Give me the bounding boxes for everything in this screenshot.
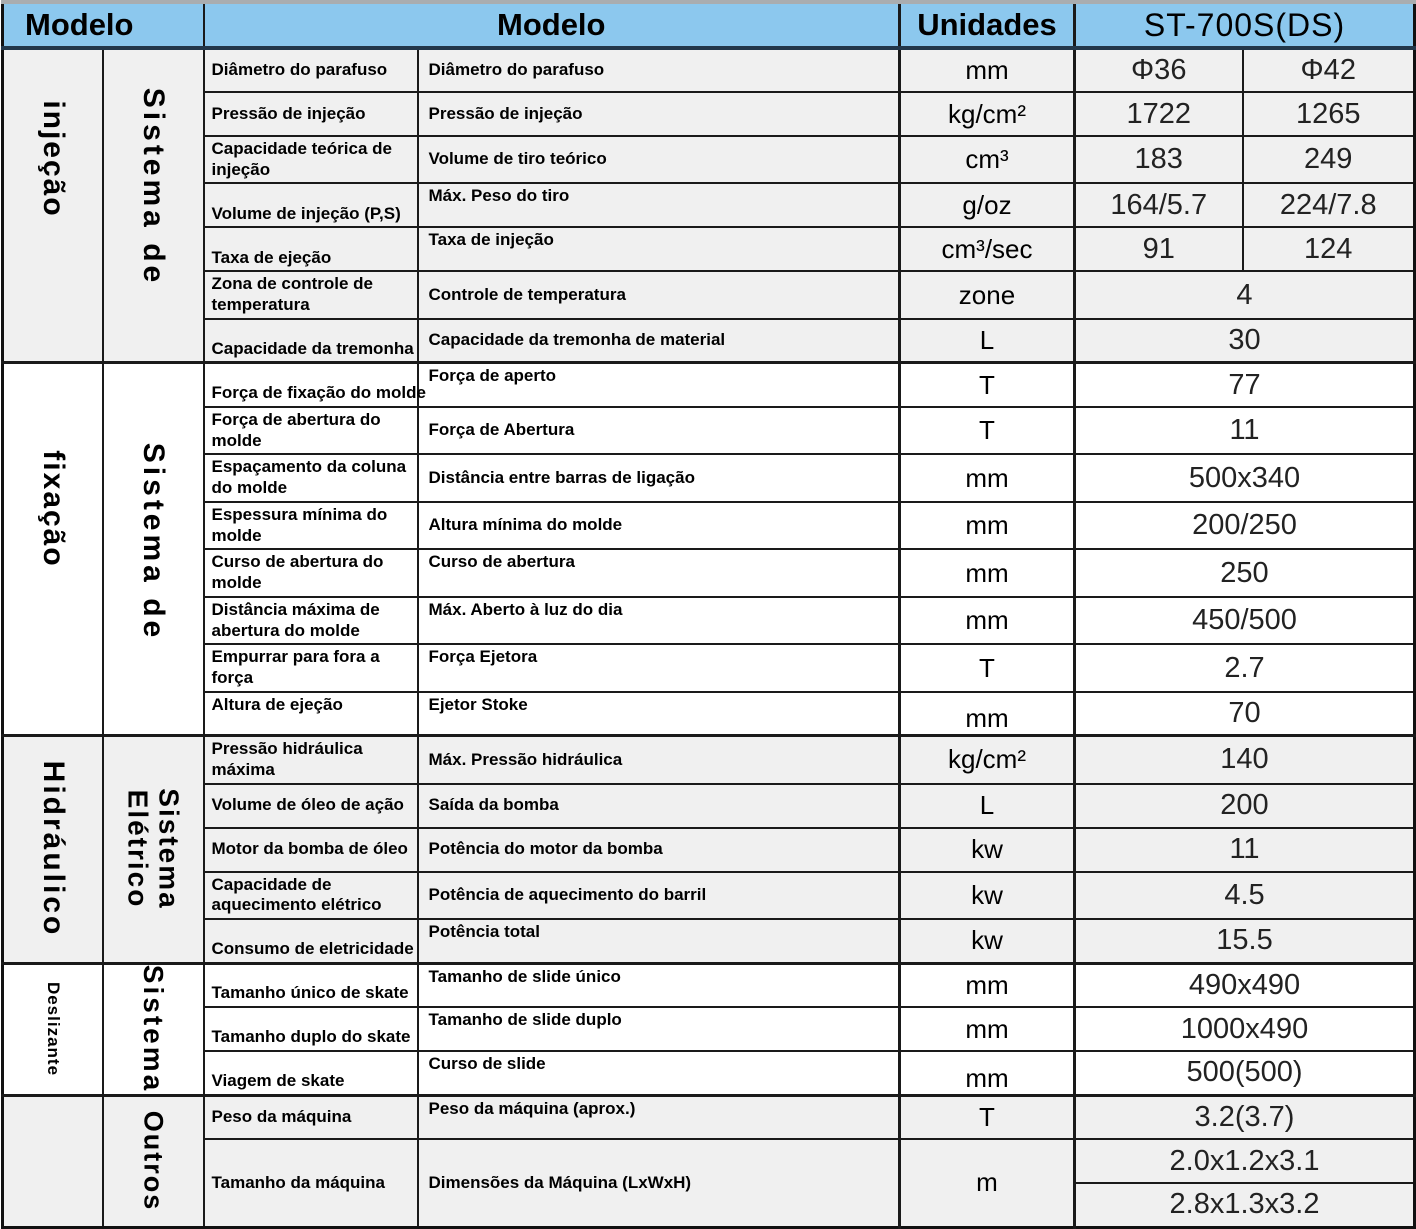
table-row [3,1139,1415,1183]
value-b-cell: Φ42 [1243,48,1415,92]
value-b-cell: 224/7.8 [1243,183,1415,227]
system-label: Sistema de [137,87,170,287]
label-primary: Peso da máquina [204,1095,418,1139]
label-primary: Tamanho único de skate [204,963,418,1007]
table-row [3,872,1415,919]
label-secondary: Curso de abertura [418,549,900,596]
unit-cell: g/oz [900,183,1075,227]
group-cell-deslizante [3,963,103,1095]
table-row [3,407,1415,454]
label-primary: Curso de abertura do molde [204,549,418,596]
group-label: fixação [36,449,70,568]
value-merged-cell: 4.5 [1075,872,1415,919]
system-cell-deslizante [103,963,204,1095]
label-primary: Pressão hidráulica máxima [204,736,418,784]
label-secondary: Capacidade da tremonha de material [418,319,900,363]
label-primary: Volume de óleo de ação [204,784,418,828]
table-row [3,92,1415,136]
label-secondary: Potência de aquecimento do barril [418,872,900,919]
spec-table [1,0,1416,1229]
unit-cell: kw [900,919,1075,963]
value-merged-cell: 200/250 [1075,502,1415,549]
table-row [3,319,1415,363]
unit-cell: mm [900,502,1075,549]
header-modelo-left: Modelo [3,2,204,48]
system-cell-outros [103,1095,204,1227]
value-merged-cell: 77 [1075,363,1415,407]
label-primary: Espessura mínima do molde [204,502,418,549]
label-primary: Taxa de ejeção [204,227,418,271]
label-primary: Altura de ejeção [204,692,418,736]
label-secondary: Dimensões da Máquina (LxWxH) [418,1139,900,1227]
label-primary: Motor da bomba de óleo [204,828,418,872]
unit-cell: cm³/sec [900,227,1075,271]
table-row [3,48,1415,92]
value-merged-cell: 500(500) [1075,1051,1415,1095]
value-a-cell: 164/5.7 [1075,183,1243,227]
label-secondary: Potência do motor da bomba [418,828,900,872]
label-secondary: Curso de slide [418,1051,900,1095]
value-merged-cell: 15.5 [1075,919,1415,963]
system-label-line1: Sistema [153,788,185,911]
label-primary: Capacidade da tremonha [204,319,418,363]
table-row [3,597,1415,644]
table-row [3,271,1415,318]
value-b-cell: 124 [1243,227,1415,271]
value-merged-cell: 3.2(3.7) [1075,1095,1415,1139]
table-header-row [3,2,1415,48]
group-label: Hidráulico [36,761,70,938]
group-label: injeção [36,100,70,218]
label-secondary: Saída da bomba [418,784,900,828]
table-row [3,363,1415,407]
group-label: Deslizante [43,982,63,1077]
label-secondary: Força de aperto [418,363,900,407]
label-primary: Pressão de injeção [204,92,418,136]
label-primary: Espaçamento da coluna do molde [204,454,418,501]
value-merged-cell: 11 [1075,828,1415,872]
label-primary: Zona de controle de temperatura [204,271,418,318]
label-primary: Diâmetro do parafuso [204,48,418,92]
label-secondary: Máx. Pressão hidráulica [418,736,900,784]
label-primary: Força de abertura do molde [204,407,418,454]
value-merged-cell: 250 [1075,549,1415,596]
label-secondary: Máx. Peso do tiro [418,183,900,227]
unit-cell: mm [900,48,1075,92]
value-merged-cell: 70 [1075,692,1415,736]
unit-cell: zone [900,271,1075,318]
table-row [3,1051,1415,1095]
value-b-cell: 1265 [1243,92,1415,136]
value-merged-cell: 1000x490 [1075,1007,1415,1051]
unit-cell: mm [900,549,1075,596]
system-label [122,789,185,910]
unit-cell: T [900,1095,1075,1139]
label-secondary: Altura mínima do molde [418,502,900,549]
label-primary: Consumo de eletricidade [204,919,418,963]
value-merged-cell: 140 [1075,736,1415,784]
unit-cell: T [900,407,1075,454]
label-primary: Capacidade de aquecimento elétrico [204,872,418,919]
value-a-cell: 2.0x1.2x3.1 [1075,1139,1415,1183]
system-label: Sistema [138,964,169,1094]
group-cell-injecao [3,48,103,363]
table-row [3,828,1415,872]
unit-cell: mm [900,692,1075,736]
label-primary: Tamanho duplo do skate [204,1007,418,1051]
label-secondary: Pressão de injeção [418,92,900,136]
group-cell-hidraulico [3,736,103,963]
table-row [3,963,1415,1007]
group-cell-fixacao [3,363,103,736]
value-a-cell: 1722 [1075,92,1243,136]
unit-cell: kw [900,872,1075,919]
label-primary: Força de fixação do molde [204,363,418,407]
system-label-line2: Elétrico [122,790,153,909]
value-merged-cell: 30 [1075,319,1415,363]
unit-cell: kg/cm² [900,736,1075,784]
value-a-cell: 91 [1075,227,1243,271]
label-secondary: Tamanho de slide duplo [418,1007,900,1051]
table-row [3,549,1415,596]
unit-cell: T [900,644,1075,691]
header-unidades: Unidades [900,2,1075,48]
unit-cell: T [900,363,1075,407]
label-primary: Capacidade teórica de injeção [204,136,418,183]
value-merged-cell: 200 [1075,784,1415,828]
table-row [3,502,1415,549]
table-row [3,1095,1415,1139]
unit-cell: kg/cm² [900,92,1075,136]
system-cell-hidraulico [103,736,204,963]
value-merged-cell: 11 [1075,407,1415,454]
unit-cell: kw [900,828,1075,872]
unit-cell: mm [900,454,1075,501]
label-secondary: Força Ejetora [418,644,900,691]
label-secondary: Diâmetro do parafuso [418,48,900,92]
label-primary: Distância máxima de abertura do molde [204,597,418,644]
unit-cell: m [900,1139,1075,1227]
system-cell-injecao [103,48,204,363]
label-secondary: Tamanho de slide único [418,963,900,1007]
header-modelo-mid: Modelo [204,2,900,48]
label-secondary: Controle de temperatura [418,271,900,318]
table-row [3,183,1415,227]
unit-cell: L [900,784,1075,828]
value-merged-cell: 450/500 [1075,597,1415,644]
label-primary: Viagem de skate [204,1051,418,1095]
label-primary: Tamanho da máquina [204,1139,418,1227]
header-model-value: ST-700S(DS) [1075,2,1415,48]
value-merged-cell: 490x490 [1075,963,1415,1007]
value-b-cell: 2.8x1.3x3.2 [1075,1183,1415,1227]
value-merged-cell: 500x340 [1075,454,1415,501]
table-row [3,454,1415,501]
unit-cell: cm³ [900,136,1075,183]
label-primary: Empurrar para fora a força [204,644,418,691]
value-merged-cell: 4 [1075,271,1415,318]
system-label: Sistema de [137,442,170,642]
value-a-cell: 183 [1075,136,1243,183]
unit-cell: L [900,319,1075,363]
value-merged-cell: 2.7 [1075,644,1415,691]
system-cell-fixacao [103,363,204,736]
unit-cell: mm [900,1007,1075,1051]
table-row [3,692,1415,736]
unit-cell: mm [900,597,1075,644]
unit-cell: mm [900,1051,1075,1095]
label-secondary: Ejetor Stoke [418,692,900,736]
label-secondary: Distância entre barras de ligação [418,454,900,501]
label-secondary: Volume de tiro teórico [418,136,900,183]
label-secondary: Força de Abertura [418,407,900,454]
table-row [3,919,1415,963]
label-secondary: Potência total [418,919,900,963]
label-secondary: Taxa de injeção [418,227,900,271]
label-primary: Volume de injeção (P,S) [204,183,418,227]
table-row [3,644,1415,691]
table-row [3,1007,1415,1051]
unit-cell: mm [900,963,1075,1007]
table-row [3,136,1415,183]
system-label: Outros [138,1110,169,1212]
value-a-cell: Φ36 [1075,48,1243,92]
table-row [3,784,1415,828]
label-secondary: Peso da máquina (aprox.) [418,1095,900,1139]
label-secondary: Máx. Aberto à luz do dia [418,597,900,644]
group-cell-outros [3,1095,103,1227]
table-row [3,736,1415,784]
table-row [3,227,1415,271]
value-b-cell: 249 [1243,136,1415,183]
